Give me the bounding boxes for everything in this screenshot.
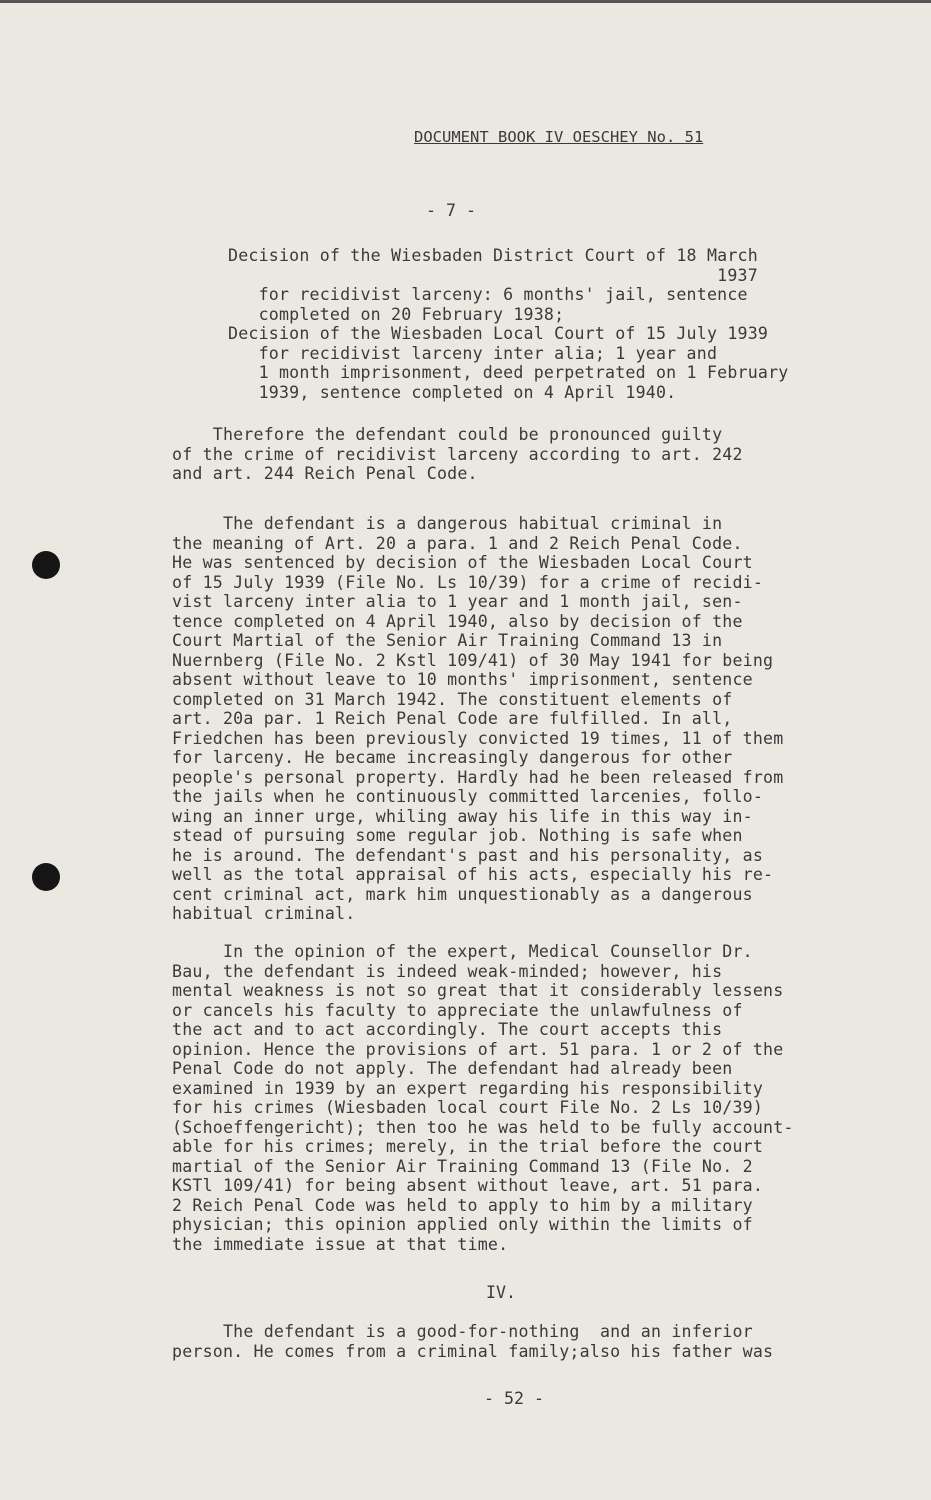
text-line: for recidivist larceny inter alia; 1 year and <box>228 343 718 363</box>
text-line: stead of pursuing some regular job. Nothing is safe when <box>172 826 743 845</box>
text-line: the immediate issue at that time. <box>172 1234 509 1254</box>
text-line: 2 Reich Penal Code was held to apply to him by a military <box>172 1195 753 1215</box>
habitual-criminal-paragraph <box>172 514 783 924</box>
text-line: Bau, the defendant is indeed weak-minded; however, his <box>172 961 723 981</box>
text-line: he is around. The defendant's past and his personality, as <box>172 845 764 865</box>
text-line: Therefore the defendant could be pronounced guilty <box>172 425 723 444</box>
text-line: cent criminal act, mark him unquestionably as a dangerous <box>172 884 753 904</box>
text-line: and art. 244 Reich Penal Code. <box>172 464 478 483</box>
text-line: able for his crimes; merely, in the trial before the court <box>172 1137 764 1156</box>
text-line: people's personal property. Hardly had he been released from <box>172 767 784 787</box>
text-line: KSTl 109/41) for being absent without leave, art. 51 para. <box>172 1176 764 1195</box>
text-line: of the crime of recidivist larceny according to art. 242 <box>172 444 743 464</box>
text-line: for larceny. He became increasingly dangerous for other <box>172 748 733 767</box>
page-number-bottom: - 52 - <box>484 1389 544 1408</box>
text-line: physician; this opinion applied only within the limits of <box>172 1215 753 1234</box>
text-line: Friedchen has been previously convicted 19 times, 11 of them <box>172 728 784 748</box>
text-line: the jails when he continuously committed larcenies, follo- <box>172 787 764 806</box>
text-line: opinion. Hence the provisions of art. 51 para. 1 or 2 of the <box>172 1039 784 1059</box>
punch-hole-top <box>32 551 60 579</box>
text-line: Decision of the Wiesbaden Local Court of 15 July 1939 <box>228 324 769 343</box>
inferior-person-paragraph <box>172 1322 773 1361</box>
text-line: for recidivist larceny: 6 months' jail, sentence <box>228 285 748 304</box>
document-header: DOCUMENT BOOK IV OESCHEY No. 51 <box>414 128 704 146</box>
text-line: habitual criminal. <box>172 904 356 923</box>
guilty-paragraph <box>172 425 743 484</box>
text-line: 1939, sentence completed on 4 April 1940. <box>228 382 677 402</box>
text-line: wing an inner urge, whiling away his life in this way in- <box>172 806 753 826</box>
text-line: examined in 1939 by an expert regarding his responsibility <box>172 1078 764 1098</box>
text-line: for his crimes (Wiesbaden local court File No. 2 Ls 10/39) <box>172 1098 764 1117</box>
text-line: the act and to act accordingly. The court accepts this <box>172 1020 723 1039</box>
text-line: Nuernberg (File No. 2 Kstl 109/41) of 30 May 1941 for being <box>172 650 774 670</box>
text-line: Penal Code do not apply. The defendant had already been <box>172 1059 733 1078</box>
text-line: (Schoeffengericht); then too he was held to be fully account- <box>172 1117 794 1137</box>
prior-decisions-block <box>228 246 788 402</box>
text-line: tence completed on 4 April 1940, also by decision of the <box>172 611 743 631</box>
text-line: vist larceny inter alia to 1 year and 1 month jail, sen- <box>172 592 743 611</box>
text-line: He was sentenced by decision of the Wiesbaden Local Court <box>172 553 753 572</box>
text-line: 1 month imprisonment, deed perpetrated on 1 February <box>228 363 789 382</box>
text-line: Court Martial of the Senior Air Training Command 13 in <box>172 631 723 650</box>
text-line: or cancels his faculty to appreciate the unlawfulness of <box>172 1000 743 1020</box>
punch-hole-bottom <box>32 863 60 891</box>
text-line: of 15 July 1939 (File No. Ls 10/39) for a crime of recidi- <box>172 572 764 592</box>
text-line: art. 20a par. 1 Reich Penal Code are fulfilled. In all, <box>172 709 733 728</box>
text-line: The defendant is a good-for-nothing and an inferior <box>172 1322 753 1341</box>
text-line: Decision of the Wiesbaden District Court of 18 March <box>228 246 758 265</box>
text-line: 1937 <box>228 265 758 285</box>
text-line: the meaning of Art. 20 a para. 1 and 2 Reich Penal Code. <box>172 533 743 553</box>
text-line: completed on 20 February 1938; <box>228 304 565 324</box>
text-line: completed on 31 March 1942. The constituent elements of <box>172 689 733 709</box>
text-line: martial of the Senior Air Training Command 13 (File No. 2 <box>172 1156 753 1176</box>
text-line: well as the total appraisal of his acts, especially his re- <box>172 865 774 884</box>
text-line: The defendant is a dangerous habitual criminal in <box>172 514 723 533</box>
text-line: person. He comes from a criminal family;also his father was <box>172 1341 774 1361</box>
text-line: absent without leave to 10 months' imprisonment, sentence <box>172 670 753 689</box>
expert-opinion-paragraph <box>172 942 794 1254</box>
text-line: In the opinion of the expert, Medical Counsellor Dr. <box>172 942 753 961</box>
page-number-top: - 7 - <box>426 201 476 220</box>
section-heading: IV. <box>486 1283 516 1302</box>
top-edge-line <box>0 0 931 3</box>
text-line: mental weakness is not so great that it considerably lessens <box>172 981 784 1000</box>
